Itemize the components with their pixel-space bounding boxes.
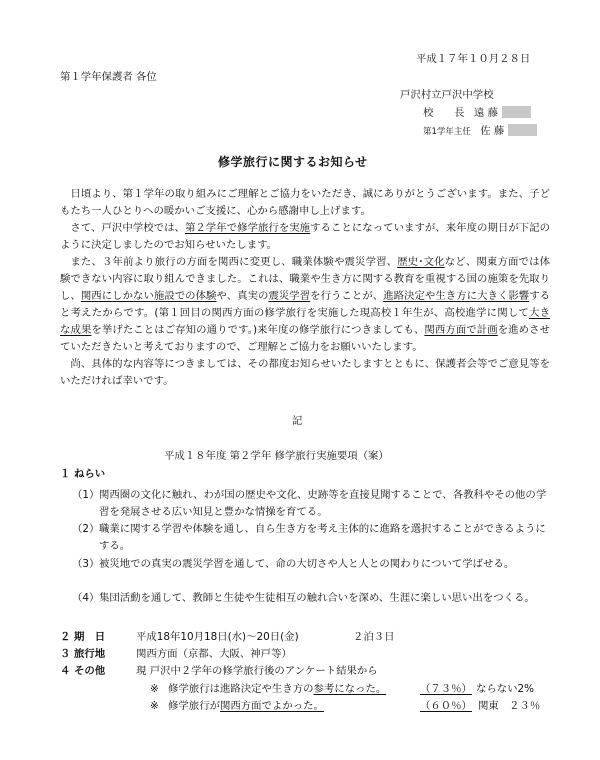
survey-pct-2: （６０％） 関東 ２３％	[420, 700, 541, 712]
date-value: 平成18年10月18日(水)～20日(金)	[136, 631, 299, 643]
survey-line-1: ※ 修学旅行は進路決定や生き方の参考になった。	[150, 683, 387, 695]
aim-item-2: （2） 職業に関する学習や体験を通し、自ら生き方を考え主体的に進路を選択することができるようにする。	[72, 523, 546, 552]
intro-paragraph-3: また、３年前より旅行の方面を関西に変更し、職業体験や震災学習、歴史･文化など、関東方面では体験できない内容に取り組んできました。これは、職業や生き方に関する教育を重視する国の施策を先取りし、関西にしかない施設での体験や、真実の震災学習を行うことが、進路決定や生き方に大きく影響すると考えたからです。(第１回目の関西方面の修学旅行を実施した現高校１年生が、高校進学に関して大きな成果を挙げたことはご存知の通りです。)来年度の修学旅行につきましても、関西方面で計画を進めさせていただきたいと考えておりますので、ご理解とご協力をお願いいたします。	[60, 256, 551, 353]
redacted-name-block	[502, 106, 531, 118]
principal-line	[423, 104, 531, 119]
grade-head-label: 第1学年主任	[423, 127, 471, 137]
school-name: 戸沢村立戸沢中学校	[400, 89, 494, 101]
date-nights: ２泊３日	[353, 631, 395, 643]
recipient-line: 第１学年保護者 各位	[60, 71, 157, 83]
intro-body	[60, 186, 550, 390]
other-label: ４ その他	[60, 665, 106, 677]
principal-label: 校 長	[423, 107, 465, 119]
intro-paragraph-2: さて、戸沢中学校では、第２学年で修学旅行を実施することになっていますが、来年度の期日が下記のように決定しましたのでお知らせいたします。	[60, 222, 551, 251]
date-label: ２ 期 日	[60, 631, 106, 643]
grade-head-name: 佐 藤	[480, 125, 505, 137]
principal-name: 遠 藤	[473, 107, 498, 119]
aim-item-3: （3） 被災地での真実の震災学習を通して、命の大切さや人と人との関わりについて学ばせる。	[72, 558, 515, 570]
ki-marker: 記	[292, 415, 303, 427]
survey-line-2: ※ 修学旅行が関西方面でよかった。	[150, 700, 324, 712]
aims-heading: １ ねらい	[60, 468, 106, 480]
intro-paragraph-1: 日頃より、第１学年の取り組みにご理解とご協力をいただき、誠にありがとうございます。また、子どもたち一人ひとりへの暖かいご支援に、心から感謝申し上げます。	[60, 188, 550, 217]
redacted-name-block	[508, 124, 537, 136]
destination-label: ３ 旅行地	[60, 648, 106, 660]
destination-value: 関西方面（京都、大阪、神戸等）	[136, 648, 292, 660]
aim-item-4: （4） 集団活動を通して、教師と生徒や生徒相互の触れ合いを深め、生涯に楽しい思い出をつくる。	[72, 592, 535, 604]
plan-title: 平成１８年度 第２学年 修学旅行実施要項（案）	[164, 450, 389, 462]
grade-head-line	[423, 122, 537, 137]
notice-title: 修学旅行に関するお知らせ	[218, 155, 368, 169]
document-date: 平成１７年１０月２８日	[416, 53, 531, 65]
survey-pct-1: （７３％） ならない2%	[420, 683, 534, 695]
aim-item-1: （1） 関西圏の文化に触れ、わが国の歴史や文化、史跡等を直接見聞することで、各教科やその他の学習を発展させる広い知見と豊かな情操を育てる。	[72, 489, 547, 518]
intro-paragraph-4: 尚、具体的な内容等につきましては、その都度お知らせいたしますとともに、保護者会等でご意見等をいただければ幸いです。	[60, 358, 550, 387]
other-value: 現 戸沢中２学年の修学旅行後のアンケート結果から	[136, 665, 378, 677]
